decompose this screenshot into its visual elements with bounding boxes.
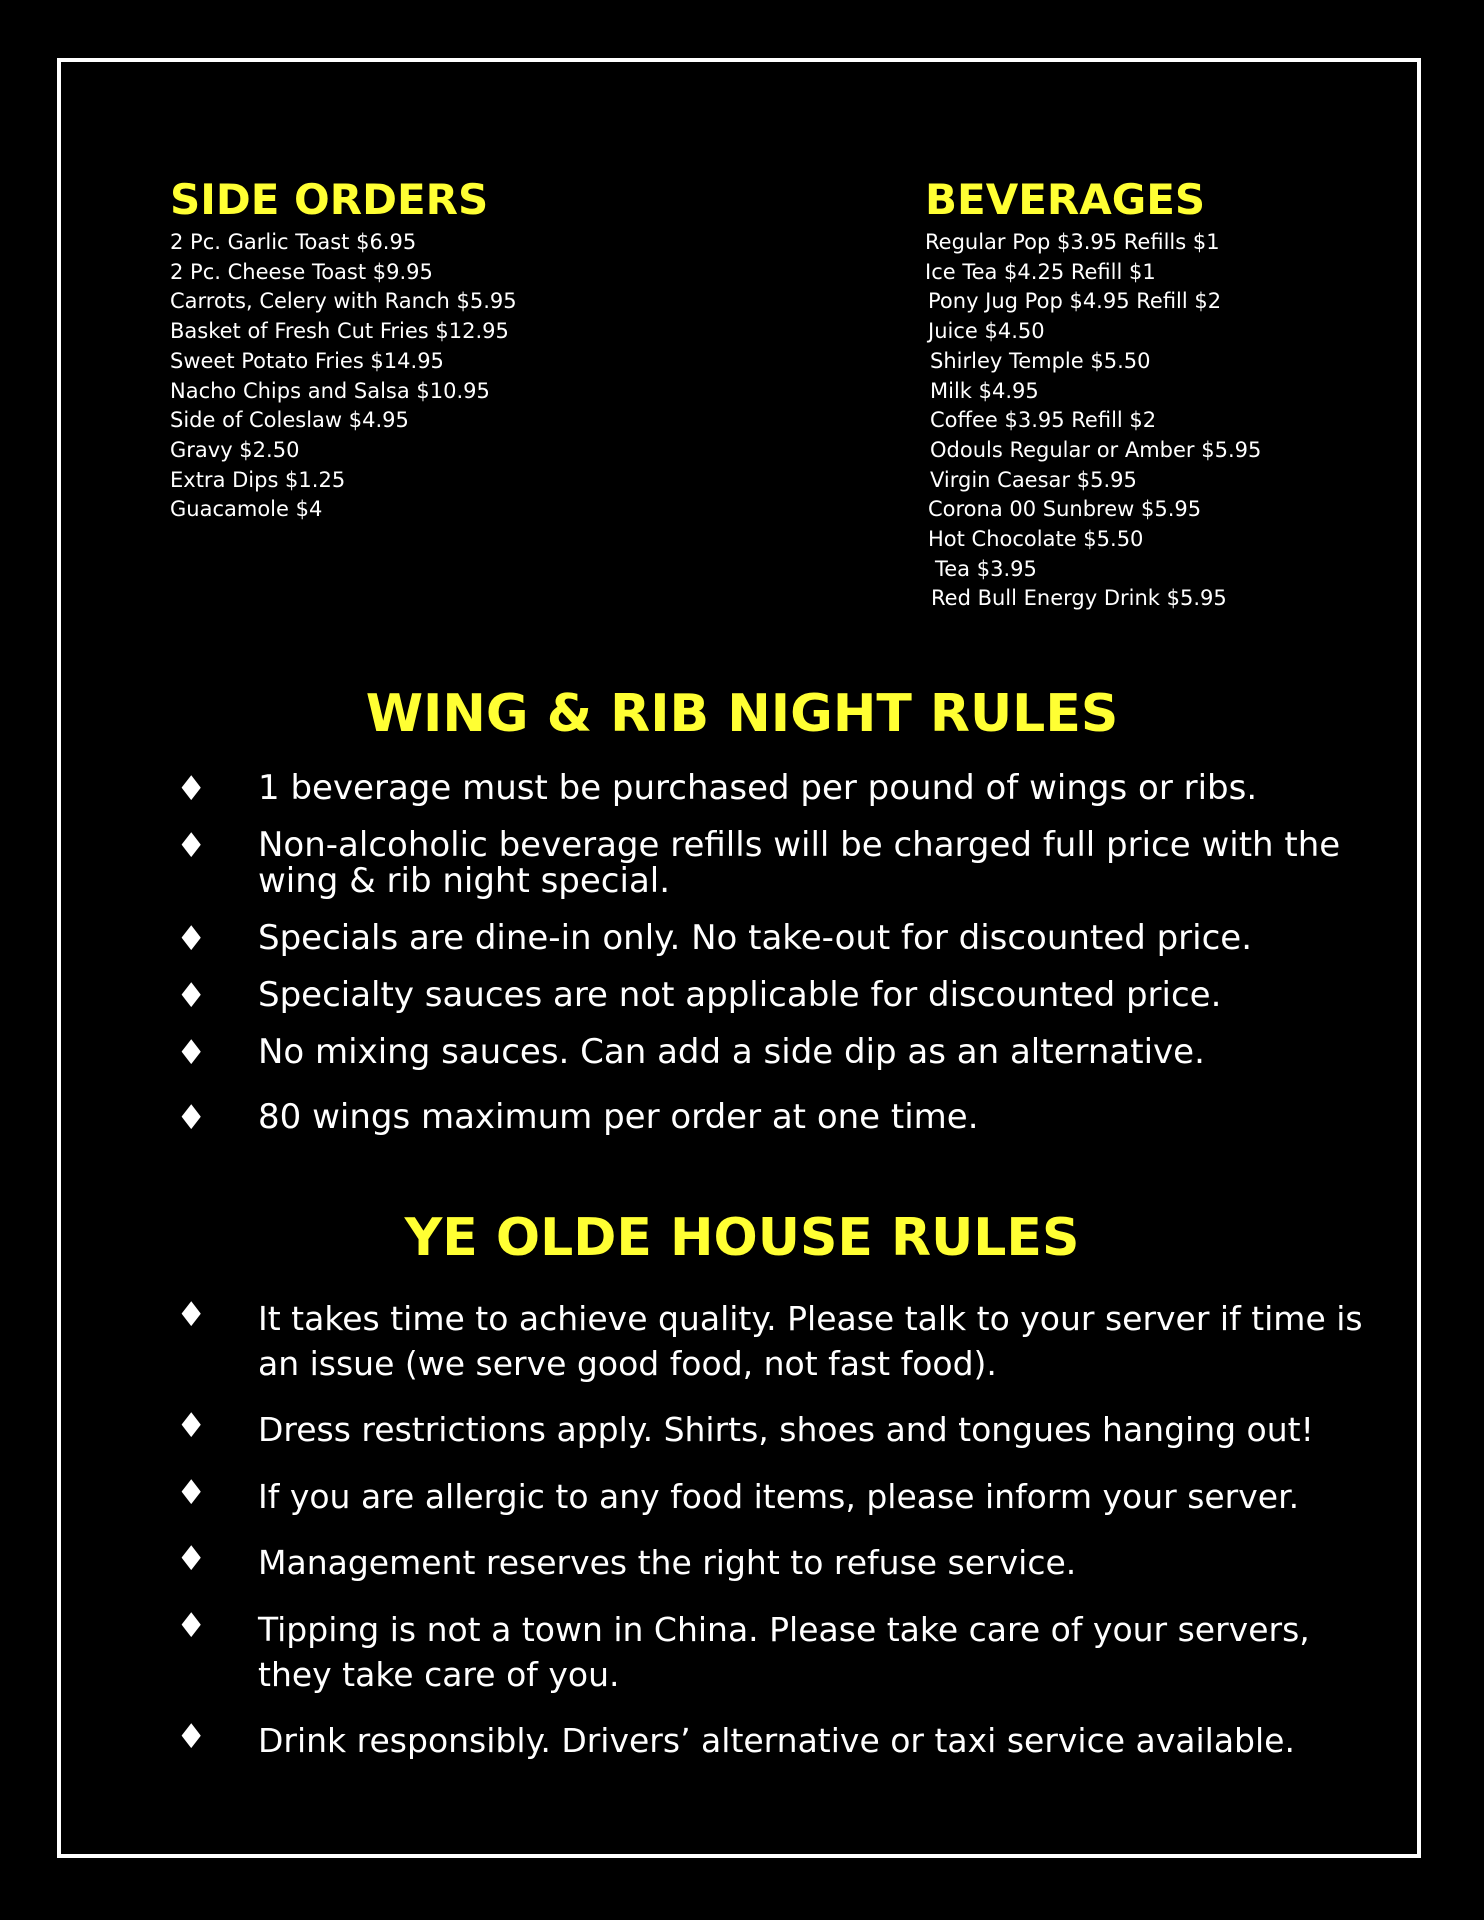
beverage-item: Pony Jug Pop $4.95 Refill $2: [928, 289, 1222, 314]
beverages-section: [925, 172, 1345, 614]
diamond-bullet-icon: ♦: [176, 1098, 207, 1138]
house-rule-text: Drink responsibly. Drivers’ alternative or taxi service available.: [258, 1721, 1295, 1760]
house-rule-text: It takes time to achieve quality. Please talk to your server if time is an issue (we serve good food, not fast food).: [258, 1299, 1363, 1383]
beverage-item: Virgin Caesar $5.95: [930, 467, 1137, 492]
side-order-item: Carrots, Celery with Ranch $5.95: [170, 289, 517, 314]
side-order-item: 2 Pc. Cheese Toast $9.95: [170, 259, 433, 284]
house-rule-text: If you are allergic to any food items, please inform your server.: [258, 1477, 1300, 1516]
side-order-item: Guacamole $4: [170, 497, 323, 522]
beverage-item: Red Bull Energy Drink $5.95: [931, 586, 1227, 611]
beverage-item: Ice Tea $4.25 Refill $1: [925, 259, 1156, 284]
diamond-bullet-icon: ♦: [176, 1717, 207, 1757]
wing-rule-text: Specials are dine-in only. No take-out for discounted price.: [258, 918, 1253, 958]
beverage-item: Regular Pop $3.95 Refills $1: [925, 230, 1220, 254]
wing-rule-text: Specialty sauces are not applicable for discounted price.: [258, 975, 1222, 1015]
side-order-item: Basket of Fresh Cut Fries $12.95: [170, 319, 509, 344]
house-rule-text: Tipping is not a town in China. Please take care of your servers, they take care of you.: [258, 1610, 1310, 1694]
beverage-item: Milk $4.95: [930, 378, 1039, 403]
side-orders-list: [170, 228, 810, 525]
beverages-heading: BEVERAGES: [925, 175, 1206, 224]
diamond-bullet-icon: ♦: [176, 1406, 207, 1446]
side-orders-heading: SIDE ORDERS: [170, 175, 489, 224]
beverage-item: Shirley Temple $5.50: [930, 348, 1151, 373]
beverage-item: Juice $4.50: [928, 319, 1045, 344]
diamond-bullet-icon: ♦: [176, 1539, 207, 1579]
diamond-bullet-icon: ♦: [176, 826, 207, 866]
diamond-bullet-icon: ♦: [176, 1606, 207, 1646]
side-order-item: Gravy $2.50: [170, 437, 300, 462]
diamond-bullet-icon: ♦: [176, 976, 207, 1016]
wing-rule-text: No mixing sauces. Can add a side dip as an alternative.: [258, 1032, 1205, 1072]
diamond-bullet-icon: ♦: [176, 1473, 207, 1513]
side-order-item: Side of Coleslaw $4.95: [170, 408, 409, 433]
house-rules-heading: YE OLDE HOUSE RULES: [404, 1208, 1080, 1268]
house-rule-text: Management reserves the right to refuse service.: [258, 1543, 1077, 1582]
diamond-bullet-icon: ♦: [176, 919, 207, 959]
diamond-bullet-icon: ♦: [176, 1033, 207, 1073]
beverage-item: Tea $3.95: [935, 556, 1037, 581]
side-order-item: Extra Dips $1.25: [170, 467, 346, 492]
wing-rule-text: 1 beverage must be purchased per pound of wings or ribs.: [258, 768, 1258, 808]
house-rule-text: Dress restrictions apply. Shirts, shoes and tongues hanging out!: [258, 1410, 1314, 1449]
beverages-list: [925, 228, 1345, 614]
side-orders-section: [170, 172, 810, 525]
wing-rib-rules-heading: WING & RIB NIGHT RULES: [365, 684, 1119, 744]
beverage-item: Hot Chocolate $5.50: [928, 527, 1144, 552]
side-order-item: 2 Pc. Garlic Toast $6.95: [170, 230, 417, 254]
diamond-bullet-icon: ♦: [176, 769, 207, 809]
beverage-item: Coffee $3.95 Refill $2: [930, 408, 1157, 433]
diamond-bullet-icon: ♦: [176, 1295, 207, 1335]
side-order-item: Nacho Chips and Salsa $10.95: [170, 378, 490, 403]
wing-rule-text: Non-alcoholic beverage refills will be charged full price with the wing & rib night special.: [258, 825, 1341, 901]
side-order-item: Sweet Potato Fries $14.95: [170, 348, 444, 373]
beverage-item: Odouls Regular or Amber $5.95: [930, 437, 1262, 462]
beverage-item: Corona 00 Sunbrew $5.95: [928, 497, 1202, 522]
wing-rule-text: 80 wings maximum per order at one time.: [258, 1097, 979, 1137]
